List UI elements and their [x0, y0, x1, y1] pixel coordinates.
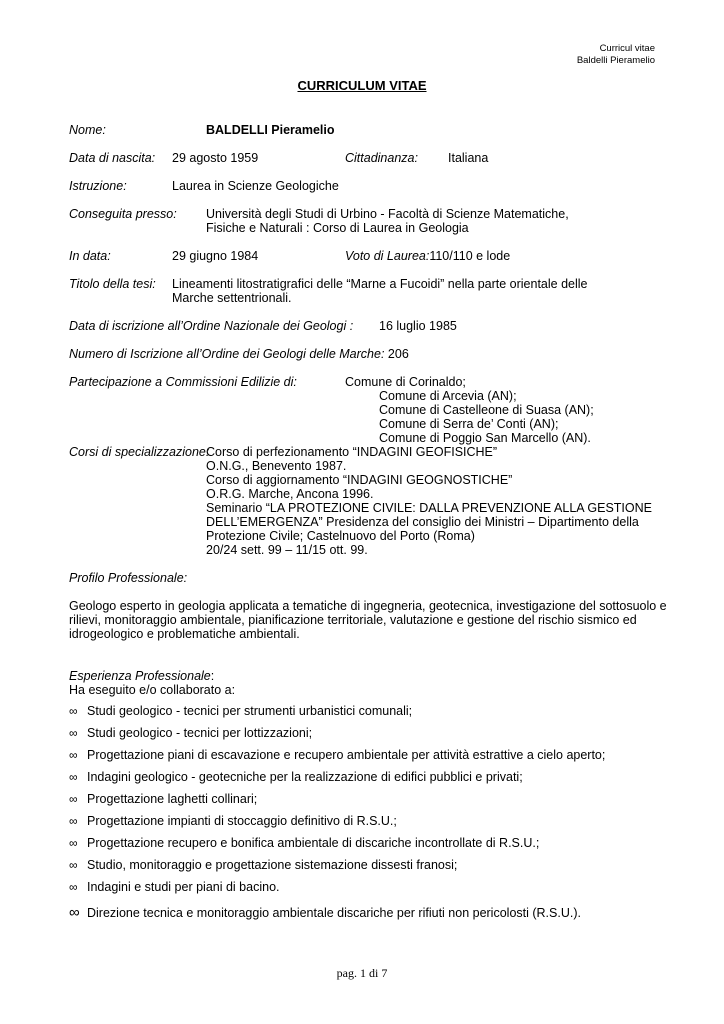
istruzione-value: Laurea in Scienze Geologiche: [172, 179, 339, 193]
indata-label: In data:: [69, 249, 111, 263]
cittadinanza-value: Italiana: [448, 151, 489, 165]
commissioni-label: Partecipazione a Commissioni Edilizie di:: [69, 375, 297, 389]
esperienza-intro: Ha eseguito e/o collaborato a:: [69, 683, 236, 697]
infinity-bullet-icon: ∞: [69, 858, 78, 872]
commissione-item: Comune di Corinaldo;: [345, 375, 466, 389]
profilo-line: rilievi, monitoraggio ambientale, pianificazione territoriale, valutazione e gestione del rischio sismico ed: [69, 613, 637, 627]
corso-line: Corso di perfezionamento “INDAGINI GEOFISICHE”: [206, 445, 498, 459]
iscrizione-label: Data di iscrizione all’Ordine Nazionale dei Geologi :: [69, 319, 354, 333]
corso-line: 20/24 sett. 99 – 11/15 ott. 99.: [206, 543, 368, 557]
list-item-text: Indagini e studi per piani di bacino.: [87, 880, 280, 894]
corso-line: O.R.G. Marche, Ancona 1996.: [206, 487, 374, 501]
cittadinanza-label: Cittadinanza:: [345, 151, 418, 165]
commissione-item: Comune di Arcevia (AN);: [379, 389, 517, 403]
list-item-text: Progettazione recupero e bonifica ambientale di discariche incontrollate di R.S.U.;: [87, 836, 540, 850]
infinity-bullet-icon: ∞: [69, 726, 78, 740]
list-item-text: Progettazione laghetti collinari;: [87, 792, 258, 806]
corso-line: Corso di aggiornamento “INDAGINI GEOGNOSTICHE”: [206, 473, 513, 487]
nome-value: BALDELLI Pieramelio: [206, 123, 335, 137]
voto-value: 110/110 e lode: [429, 249, 511, 263]
list-item: [69, 792, 257, 806]
header-author: Baldelli Pieramelio: [576, 55, 655, 66]
infinity-bullet-icon: ∞: [69, 836, 78, 850]
infinity-bullet-icon: ∞: [69, 770, 78, 784]
list-item: [69, 770, 523, 784]
nascita-label: Data di nascita:: [69, 151, 156, 165]
list-item: [69, 836, 539, 850]
list-item-text: Progettazione piani di escavazione e recupero ambientale per attività estrattive a cielo aperto;: [87, 748, 606, 762]
infinity-bullet-icon: ∞: [69, 748, 78, 762]
list-item: [69, 858, 457, 872]
iscrizione-value: 16 luglio 1985: [379, 319, 457, 333]
profilo-line: Geologo esperto in geologia applicata a tematiche di ingegneria, geotecnica, investigazione del sottosuolo e: [69, 599, 667, 613]
list-item-text: Direzione tecnica e monitoraggio ambientale discariche per rifiuti non pericolosti (R.S.U.).: [87, 906, 581, 920]
infinity-bullet-icon: ∞: [69, 814, 78, 828]
list-item-text: Studi geologico - tecnici per lottizzazioni;: [87, 726, 313, 740]
esperienza-label: Esperienza Professionale: [69, 669, 211, 683]
page-title: CURRICULUM VITAE: [297, 78, 427, 93]
conseguita-line2: Fisiche e Naturali : Corso di Laurea in Geologia: [206, 221, 469, 235]
list-item: [69, 726, 312, 740]
list-item: [69, 904, 581, 921]
commissione-item: Comune di Poggio San Marcello (AN).: [379, 431, 591, 445]
corso-line: Seminario “LA PROTEZIONE CIVILE: DALLA PREVENZIONE ALLA GESTIONE: [206, 501, 652, 515]
page-number: pag. 1 di 7: [336, 966, 388, 980]
numero-value: 206: [387, 347, 409, 361]
conseguita-line1: Università degli Studi di Urbino - Facoltà di Scienze Matematiche,: [206, 207, 569, 221]
nome-label: Nome:: [69, 123, 106, 137]
tesi-label: Titolo della tesi:: [69, 277, 156, 291]
voto-row: [345, 249, 510, 263]
corso-line: Protezione Civile; Castelnuovo del Porto (Roma): [206, 529, 475, 543]
corsi-label: Corsi di specializzazione:: [69, 445, 210, 459]
infinity-bullet-icon: ∞: [69, 904, 80, 921]
profilo-label: Profilo Professionale:: [69, 571, 188, 585]
conseguita-label: Conseguita presso:: [69, 207, 177, 221]
list-item: [69, 814, 397, 828]
tesi-line2: Marche settentrionali.: [172, 291, 292, 305]
indata-value: 29 giugno 1984: [172, 249, 259, 263]
profilo-line: idrogeologico e problematiche ambientali.: [69, 627, 300, 641]
infinity-bullet-icon: ∞: [69, 880, 78, 894]
voto-label: Voto di Laurea:: [345, 249, 430, 263]
esperienza-heading: [69, 669, 214, 683]
infinity-bullet-icon: ∞: [69, 704, 78, 718]
commissione-item: Comune di Castelleone di Suasa (AN);: [379, 403, 594, 417]
numero-row: [69, 347, 409, 361]
corso-line: O.N.G., Benevento 1987.: [206, 459, 347, 473]
list-item-text: Studi geologico - tecnici per strumenti urbanistici comunali;: [87, 704, 413, 718]
numero-label: Numero di Iscrizione all’Ordine dei Geologi delle Marche:: [69, 347, 385, 361]
list-item-text: Studio, monitoraggio e progettazione sistemazione dissesti franosi;: [87, 858, 458, 872]
list-item-text: Indagini geologico - geotecniche per la realizzazione di edifici pubblici e privati;: [87, 770, 523, 784]
list-item: [69, 748, 605, 762]
nascita-value: 29 agosto 1959: [172, 151, 259, 165]
list-item: [69, 880, 280, 894]
list-item-text: Progettazione impianti di stoccaggio definitivo di R.S.U.;: [87, 814, 397, 828]
list-item: [69, 704, 412, 718]
header-doc-type: Curricul vitae: [599, 43, 655, 54]
esperienza-colon: :: [210, 669, 215, 683]
corso-line: DELL’EMERGENZA” Presidenza del consiglio dei Ministri – Dipartimento della: [206, 515, 639, 529]
tesi-line1: Lineamenti litostratigrafici delle “Marne a Fucoidi” nella parte orientale delle: [172, 277, 588, 291]
istruzione-label: Istruzione:: [69, 179, 127, 193]
infinity-bullet-icon: ∞: [69, 792, 78, 806]
commissione-item: Comune di Serra de’ Conti (AN);: [379, 417, 559, 431]
